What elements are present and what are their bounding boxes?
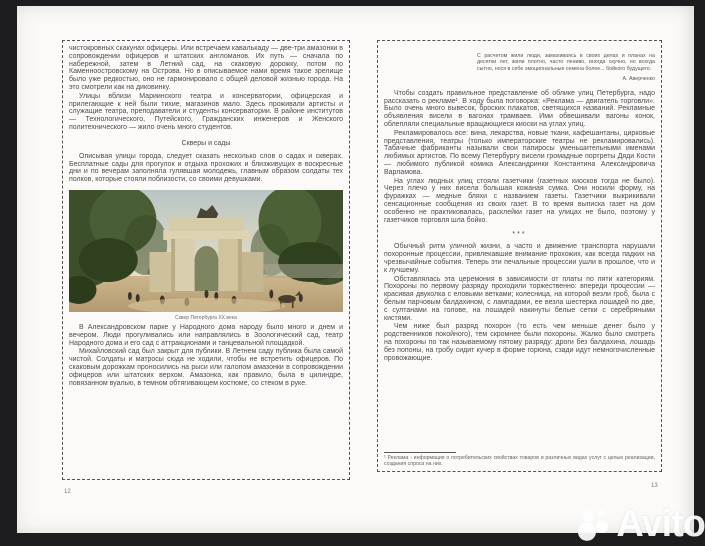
paragraph: Описывая улицы города, следует сказать несколько слов о садах и скверах. Бесплатные сады для прогулок и отдыха прохожих и близживущих в воскресные дни и по вечерам заполняла гулявшая молодежь, главным образом солдаты тех полков, которые стояли поблизости, со своими девушками.	[69, 152, 343, 184]
paragraph: чистокровных скакунах офицеры. Или встречаем кавалькаду — две-три амазонки в сопровождении офицеров и штатских англоманов. Их путь — сначала по набережной, затем в Летний сад, на скаковую дорожку, потом по Каменноостровскому на Острова. Но в описываемое нами время такое зрелище было уже редкостью, оно не гармонировало с общей деловой жизнью города. На это смотрели как на диковинку.	[69, 45, 343, 91]
paragraph: Обставлялась эта церемония в зависимости от платы по пяти категориям. Похороны по первому разряду проходили торжественно: впереди процессии — красивая двуколка с еловыми ветками; колесница, на которой везли гроб, была с белым парчовым балдахином, с лампадами, ее везла шестерка лошадей по две, с султанами на голове, на лошадей накинуты белые сетки с серебряными кистями.	[384, 275, 655, 322]
park-painting-image	[69, 190, 343, 312]
epigraph: С расчетом жили люди, замахиваясь в своих делах и планах на десятки лет, жили плотно, часто лениво, иногда скучно, но всегда сытно, нося в себе эмоциональные семена более... бойкого будущего.	[477, 53, 655, 72]
park-illustration	[69, 190, 343, 321]
paragraph: Улицы вблизи Мариинского театра и консерватории, офицерская и прилегающие к ней были тихие, магазинов мало. Здесь проживали артисты и служащие театра, преподаватели и студенты консерватории. В районе институтов — Технологического, Путейского, Гражданских инженеров и Женского политехнического — жило очень много студентов.	[69, 92, 343, 131]
paragraph: Михайловский сад был закрыт для публики. В Летнем саду публика была самой чистой. Солдаты и матросы сюда не ходили, чтобы не встретить офицеров. По скаковым дорожкам проносились на рыси или галопом амазонки в сопровождении офицеров или штатских верхом. Амазонка, как правило, была в цилиндре, повязанном вуалью, в темном обтягивающем костюме, со стеком в руке.	[69, 348, 343, 387]
section-heading: Скверы и сады	[181, 139, 231, 147]
paragraph: Рекламировалось все: вина, лекарства, новые ткани, кафешантаны, цирковые представления, театры (только императорские театры не рекламировались). Табачные фабриканты называли свои папиросы уменьшительными именами любимых артистов. По всему Петербургу висели громадные портреты Дяди Кости — любимого публикой комика Александринки Константина Александровича Варламова.	[384, 129, 655, 176]
page-number-left: 12	[64, 489, 71, 495]
footnote-block	[384, 446, 655, 467]
paragraph: На углах людных улиц стояли газетчики (газетных киосков тогда не было). Через плечо у них висела большая кожаная сумка. Они носили форму, на фуражках — медные бляхи с названием газеты. Газетчики выкрикивали сенсационные сообщения из своих газет. В то время выписка газет на дом особенно не практиковалась, расклейки газет на улицах не было, поэтому у газетчиков торговля шла бойко.	[384, 177, 655, 224]
avito-wordmark: Avito	[616, 503, 705, 545]
page-right-text-frame	[377, 40, 662, 472]
epigraph-author: А. Аверченко	[622, 75, 655, 82]
paragraph: В Александровском парке у Народного дома народу было много и днем и вечером. Люди прогуливались или направлялись в Зоологический сад, театр Народного дома и его сад с аттракционами и танцевальной площадкой.	[69, 323, 343, 347]
asterisk-separator: ***	[512, 231, 527, 239]
paragraph: Чтобы создать правильное представление об облике улиц Петербурга, надо рассказать о рекламе¹. В ходу была поговорка: «Реклама — двигатель торговли». Было очень много вывесок, броских плакатов, светящихся названий. Рекламные объявления висели в вагонах трамваев. Ими обвешивали вагоны конок, облепляли специальные вращающиеся киоски на углах улиц.	[384, 89, 655, 129]
page-left-text-frame	[62, 40, 350, 480]
paragraph: Обычный ритм уличной жизни, а часто и движение транспорта нарушали похоронные процессии, привлекавшие внимание прохожих, как всегда падких на чрезвычайные события. Теперь эти печальные процессии ушли в прошлое, что и к лучшему.	[384, 243, 655, 274]
footnote-rule	[384, 452, 456, 453]
book-spread	[17, 6, 694, 533]
footnote: ¹ Реклама - информация о потребительских свойствах товаров и различных видах услуг с целью реализации, создания спроса на них.	[384, 454, 655, 467]
page-number-right: 13	[651, 483, 658, 489]
illustration-caption: Сквер Петербурга XX века	[175, 314, 237, 321]
avito-logo-icon	[576, 508, 612, 542]
paragraph: Чем ниже был разряд похорон (то есть чем меньше денег было у родственников покойного), тем скромнее были похороны. Жалко было смотреть на похороны по так называемому пятому разряду: дроги без балдахина, лошадь без попоны, на гробу сидит кучер в форме горюна, сзади идут немногочисленные провожающие.	[384, 323, 655, 362]
